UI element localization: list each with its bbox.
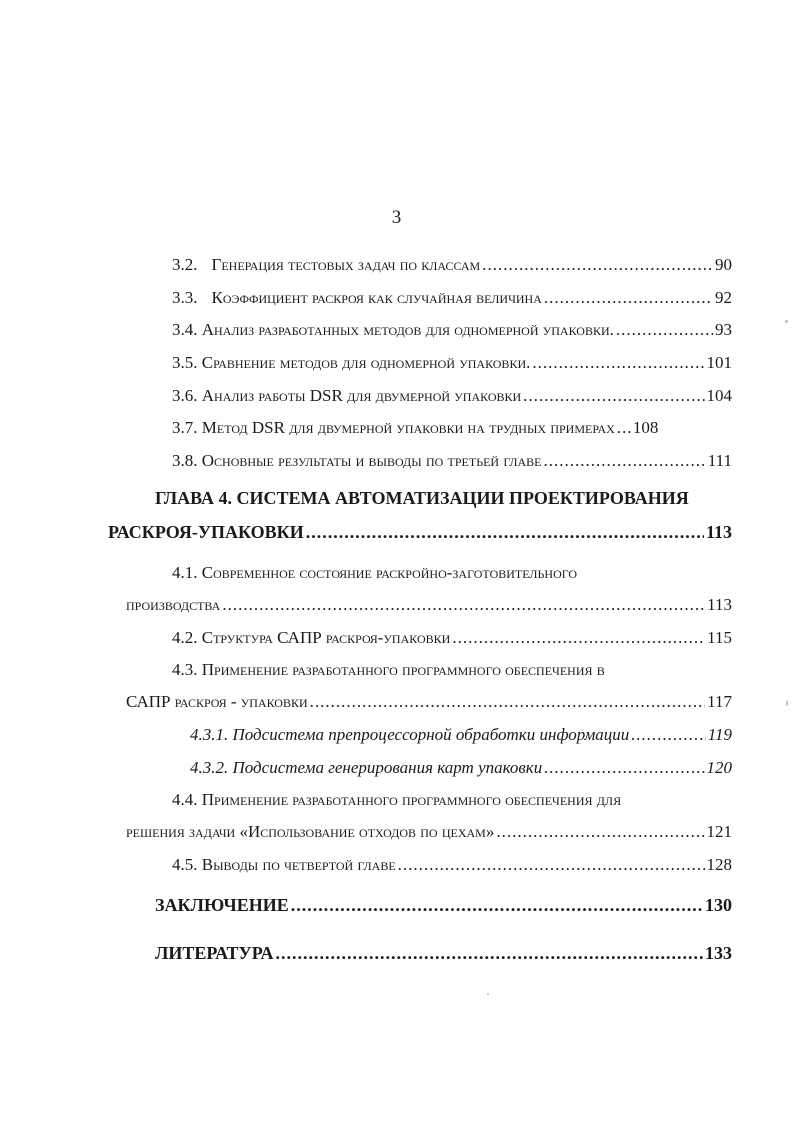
entry-title: ЗАКЛЮЧЕНИЕ: [155, 895, 289, 915]
entry-title-cont: решения задачи «Использование отходов по цехам»: [126, 822, 495, 841]
toc-entry-3-3[interactable]: [172, 288, 732, 308]
toc-entry-4-4[interactable]: [126, 822, 732, 842]
entry-title: 4.5. Выводы по четвертой главе: [172, 855, 396, 874]
scan-speck: [786, 700, 788, 706]
toc-entry-4-3-2[interactable]: [190, 758, 732, 778]
entry-page: 128: [706, 855, 732, 874]
entry-page: 119: [707, 725, 732, 744]
entry-page: 92: [715, 288, 732, 307]
leader-dots: [222, 595, 705, 615]
entry-page: 120: [706, 758, 732, 777]
leader-dots: [482, 255, 713, 275]
leader-dots: [310, 692, 705, 712]
leader-dots: [291, 895, 703, 916]
entry-number: 3.3.: [172, 288, 198, 307]
leader-dots: [523, 386, 704, 406]
toc-entry-3-7[interactable]: [172, 418, 732, 438]
scan-speck: [785, 320, 788, 323]
entry-title: Анализ работы DSR для двумерной упаковки: [201, 386, 522, 405]
entry-title: 4.3.1. Подсистема препроцессорной обработки информации: [190, 725, 630, 744]
toc-entry-4-1-line1[interactable]: 4.1. Современное состояние раскройно-заготовительного: [172, 563, 578, 582]
scan-speck: [487, 993, 489, 995]
toc-entry-conclusion[interactable]: [155, 895, 732, 916]
entry-title: 4.3.2. Подсистема генерирования карт упаковки: [190, 758, 543, 777]
leader-dots: [631, 725, 705, 745]
entry-title: Генерация тестовых задач по классам: [211, 255, 481, 274]
toc-entry-3-6[interactable]: [172, 386, 732, 406]
leader-dots: [496, 822, 704, 842]
entry-page: 130: [705, 895, 732, 915]
entry-title: Коэффициент раскроя как случайная величина: [211, 288, 542, 307]
leader-dots: [306, 522, 704, 543]
chapter-4-heading[interactable]: ГЛАВА 4. СИСТЕМА АВТОМАТИЗАЦИИ ПРОЕКТИРОВАНИЯ: [155, 488, 689, 508]
toc-entry-3-4[interactable]: [172, 320, 732, 340]
leader-dots: [275, 943, 703, 964]
entry-title-cont: производства: [126, 595, 221, 614]
entry-page: 121: [706, 822, 732, 841]
entry-page: 113: [705, 522, 732, 542]
toc-entry-4-1[interactable]: [126, 595, 732, 615]
entry-title: Основные результаты и выводы по третьей главе: [201, 451, 542, 470]
entry-title: Анализ разработанных методов для одномерной упаковки.: [201, 320, 614, 339]
entry-page: 117: [707, 692, 732, 711]
entry-title-cont: САПР раскроя - упаковки: [126, 692, 308, 711]
toc-entry-3-2[interactable]: [172, 255, 732, 275]
entry-number: 3.2.: [172, 255, 198, 274]
toc-entry-3-8[interactable]: [172, 451, 732, 471]
toc-entry-3-5[interactable]: [172, 353, 732, 373]
entry-page: 111: [707, 451, 732, 470]
entry-page: 108: [632, 418, 659, 437]
toc-entry-4-4-line1[interactable]: 4.4. Применение разработанного программного обеспечения для: [172, 790, 622, 809]
entry-page: 113: [707, 595, 732, 614]
entry-title: 4.2. Структура САПР раскроя-упаковки: [172, 628, 451, 647]
leader-dots: [544, 451, 706, 471]
entry-title: Метод DSR для двумерной упаковки на трудных примерах: [201, 418, 615, 437]
toc-entry-4-2[interactable]: [172, 628, 732, 648]
entry-title: ЛИТЕРАТУРА: [155, 943, 274, 963]
leader-dots: [616, 320, 713, 340]
toc-entry-4-3-line1[interactable]: 4.3. Применение разработанного программного обеспечения в: [172, 660, 605, 679]
page-number: 3: [391, 207, 402, 228]
leader-dots: [544, 758, 704, 778]
leader-dots: [452, 628, 705, 648]
leader-dots: [617, 418, 631, 438]
toc-entry-literature[interactable]: [155, 943, 732, 964]
entry-page: 101: [706, 353, 732, 372]
entry-page: 90: [715, 255, 732, 274]
entry-title: Сравнение методов для одномерной упаковки.: [201, 353, 531, 372]
entry-page: 93: [715, 320, 732, 339]
toc-entry-4-3-1[interactable]: [190, 725, 732, 745]
entry-number: 3.6.: [172, 386, 198, 405]
entry-page: 133: [705, 943, 732, 963]
leader-dots: [532, 353, 704, 373]
entry-number: 3.5.: [172, 353, 198, 372]
leader-dots: [398, 855, 705, 875]
toc-entry-4-5[interactable]: [172, 855, 732, 875]
chapter-4-entry[interactable]: [108, 522, 732, 543]
entry-page: 115: [707, 628, 732, 647]
entry-number: 3.8.: [172, 451, 198, 470]
toc-entry-4-3[interactable]: [126, 692, 732, 712]
entry-page: 104: [706, 386, 732, 405]
entry-number: 3.7.: [172, 418, 198, 437]
entry-number: 3.4.: [172, 320, 198, 339]
leader-dots: [544, 288, 713, 308]
chapter-4-title-cont: РАСКРОЯ-УПАКОВКИ: [108, 522, 304, 542]
